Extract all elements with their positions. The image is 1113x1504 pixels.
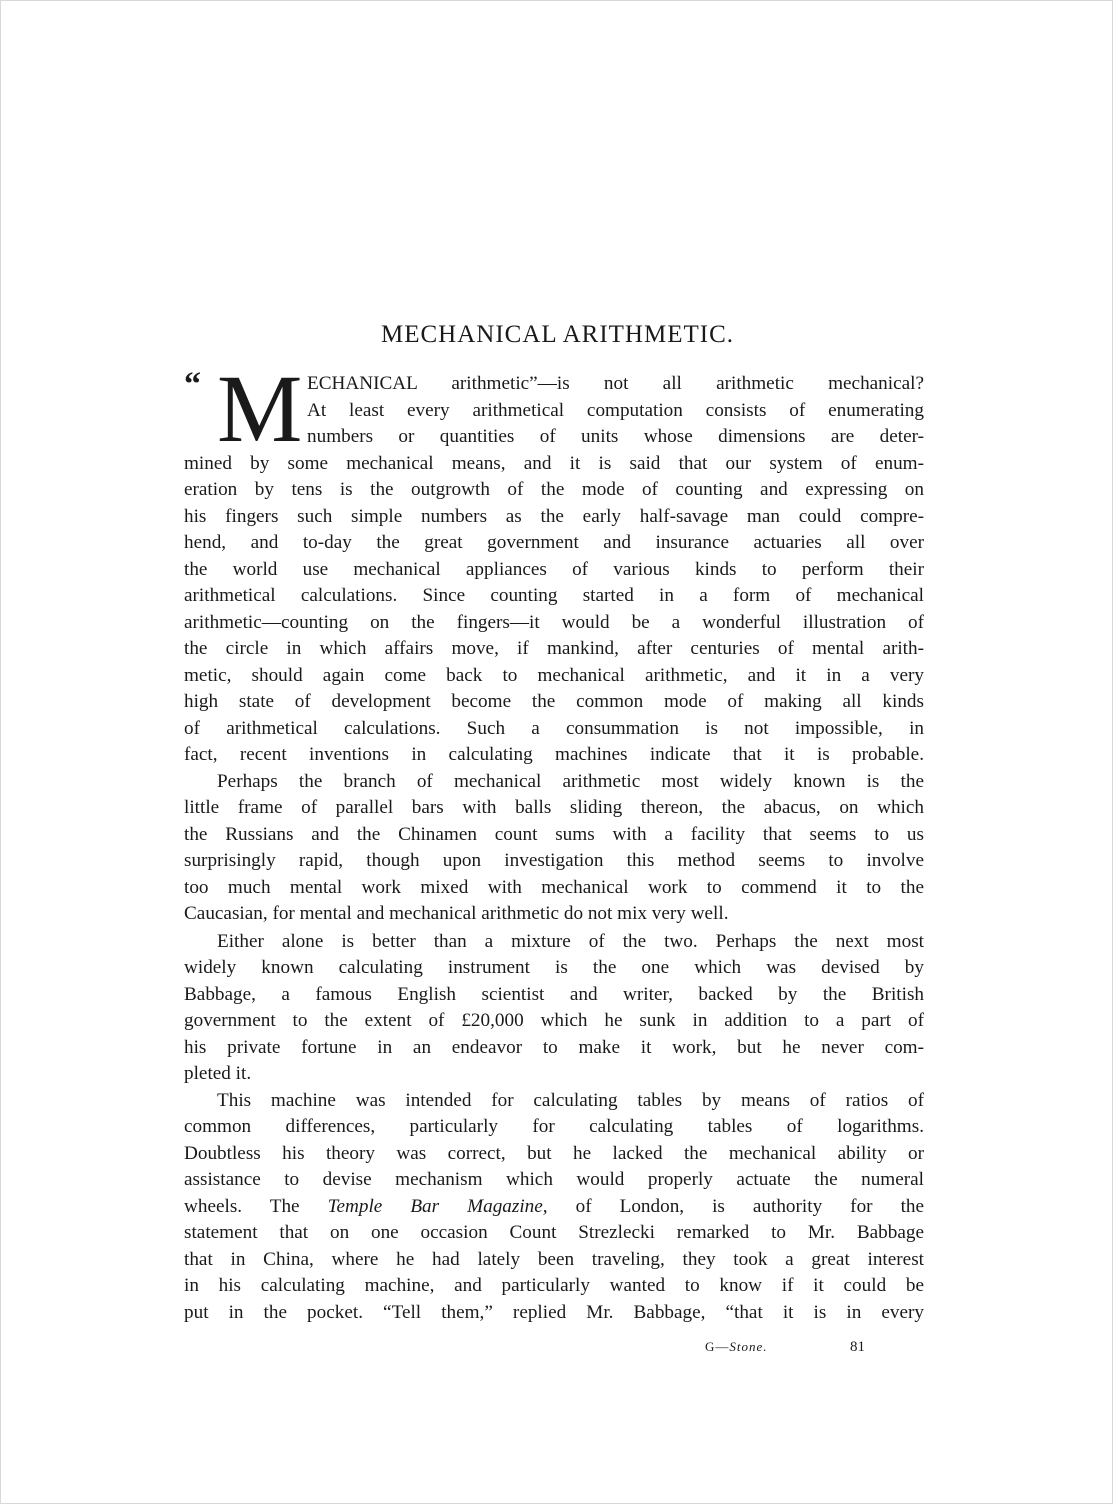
text-line: high state of development become the common mode of making all kinds: [184, 691, 924, 712]
signature-prefix: G—: [705, 1339, 730, 1354]
text-line: statement that on one occasion Count Strezlecki remarked to Mr. Babbage: [184, 1222, 924, 1243]
text-line: Caucasian, for mental and mechanical arithmetic do not mix very well.: [184, 903, 729, 924]
text-line: his private fortune in an endeavor to make it work, but he never com-: [184, 1037, 924, 1058]
text-line: of arithmetical calculations. Such a consummation is not impossible, in: [184, 718, 924, 739]
text-line: common differences, particularly for calculating tables of logarithms.: [184, 1116, 924, 1137]
text-line: the world use mechanical appliances of various kinds to perform their: [184, 559, 924, 580]
text-line: too much mental work mixed with mechanical work to commend it to the: [184, 877, 924, 898]
text-line: Either alone is better than a mixture of the two. Perhaps the next most: [217, 931, 924, 952]
text-line: Perhaps the branch of mechanical arithmetic most widely known is the: [217, 771, 924, 792]
text-line: put in the pocket. “Tell them,” replied Mr. Babbage, “that it is in every: [184, 1302, 924, 1323]
text-line: eration by tens is the outgrowth of the mode of counting and expressing on: [184, 479, 924, 500]
text-line: surprisingly rapid, though upon investigation this method seems to involve: [184, 850, 924, 871]
text-line: numbers or quantities of units whose dimensions are deter-: [307, 426, 924, 447]
page-number: 81: [850, 1339, 865, 1355]
text-segment: wheels. The: [184, 1196, 328, 1217]
text-line: mined by some mechanical means, and it is said that our system of enum-: [184, 453, 924, 474]
text-line: Doubtless his theory was correct, but he lacked the mechanical ability or: [184, 1143, 924, 1164]
magazine-title-italic: Temple Bar Magazine,: [327, 1196, 548, 1217]
signature-italic: Stone.: [729, 1339, 768, 1354]
text-line: At least every arithmetical computation consists of enumerating: [307, 400, 924, 421]
text-line: the circle in which affairs move, if mankind, after centuries of mental arith-: [184, 638, 924, 659]
page-title: MECHANICAL ARITHMETIC.: [380, 321, 734, 348]
text-line: fact, recent inventions in calculating machines indicate that it is probable.: [184, 744, 924, 765]
text-line: government to the extent of £20,000 which he sunk in addition to a part of: [184, 1010, 924, 1031]
text-line: ECHANICAL arithmetic”—is not all arithmetic mechanical?: [307, 373, 924, 394]
text-line-with-italic: [184, 1194, 924, 1220]
text-line: arithmetic—counting on the fingers—it would be a wonderful illustration of: [184, 612, 924, 633]
text-line: This machine was intended for calculating tables by means of ratios of: [217, 1090, 924, 1111]
opening-quote-mark: “: [184, 366, 201, 403]
text-line: arithmetical calculations. Since counting started in a form of mechanical: [184, 585, 924, 606]
text-line: little frame of parallel bars with balls sliding thereon, the abacus, on which: [184, 797, 924, 818]
text-line: that in China, where he had lately been traveling, they took a great interest: [184, 1249, 924, 1270]
text-line: metic, should again come back to mechanical arithmetic, and it in a very: [184, 665, 924, 686]
text-line: assistance to devise mechanism which would properly actuate the numeral: [184, 1169, 924, 1190]
text-line: his fingers such simple numbers as the early half-savage man could compre-: [184, 506, 924, 527]
text-line: hend, and to-day the great government and insurance actuaries all over: [184, 532, 924, 553]
text-line: widely known calculating instrument is the one which was devised by: [184, 957, 924, 978]
drop-cap-letter: M: [217, 355, 303, 462]
text-line: in his calculating machine, and particularly wanted to know if it could be: [184, 1275, 924, 1296]
signature-mark: [705, 1337, 768, 1357]
text-segment: of London, is authority for the: [547, 1196, 925, 1217]
text-line: the Russians and the Chinamen count sums with a facility that seems to us: [184, 824, 924, 845]
text-line: pleted it.: [184, 1063, 252, 1084]
text-line: Babbage, a famous English scientist and writer, backed by the British: [184, 984, 924, 1005]
